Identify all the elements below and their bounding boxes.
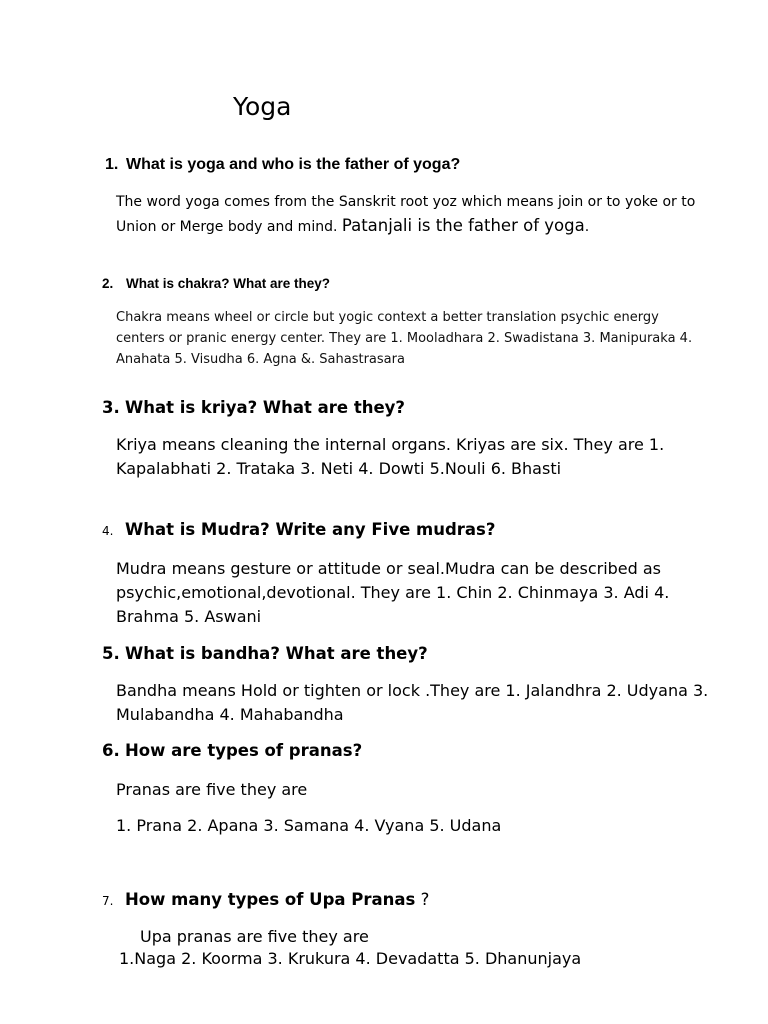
question-3 bbox=[102, 398, 405, 417]
question-number: 6. bbox=[102, 741, 120, 760]
answer-6-line-2: 1. Prana 2. Apana 3. Samana 4. Vyana 5. Udana bbox=[116, 816, 502, 835]
question-number: 7. bbox=[102, 894, 114, 908]
question-number: 3. bbox=[102, 398, 120, 417]
question-text: How many types of Upa Pranas bbox=[125, 890, 416, 909]
question-7 bbox=[102, 890, 429, 909]
answer-5: Bandha means Hold or tighten or lock .They are 1. Jalandhra 2. Udyana 3. Mulabandha 4. Mahabandha bbox=[116, 681, 709, 724]
question-4 bbox=[102, 520, 495, 539]
question-end: ? bbox=[415, 890, 430, 909]
question-number: 2. bbox=[102, 276, 114, 291]
answer-3: Kriya means cleaning the internal organs. Kriyas are six. They are 1. Kapalabhati 2. Trataka 3. Neti 4. Dowti 5.Nouli 6. Bhasti bbox=[116, 435, 665, 478]
answer-7-line-2: 1.Naga 2. Koorma 3. Krukura 4. Devadatta 5. Dhanunjaya bbox=[119, 949, 582, 968]
question-text: What is Mudra? Write any Five mudras? bbox=[125, 520, 496, 539]
question-2 bbox=[102, 276, 330, 291]
answer-end: . bbox=[584, 219, 590, 235]
question-number: 4. bbox=[102, 524, 114, 538]
question-text: How are types of pranas? bbox=[125, 741, 363, 760]
question-text: What is chakra? What are they? bbox=[126, 276, 331, 291]
answer-text: The word yoga comes from the Sanskrit root yoz which means join or to yoke or to Union or Merge body and mind. bbox=[116, 194, 696, 235]
question-text: What is bandha? What are they? bbox=[125, 644, 428, 663]
answer-1 bbox=[116, 191, 706, 239]
answer-2: Chakra means wheel or circle but yogic context a better translation psychic energy centers or pranic energy center. They are 1. Mooladhara 2. Swadistana 3. Manipuraka 4. Anahata 5. Visudha 6. Agna &. Sahastrasara bbox=[116, 310, 693, 367]
answer-6-line-1: Pranas are five they are bbox=[116, 780, 308, 799]
answer-4: Mudra means gesture or attitude or seal.Mudra can be described as psychic,emotional,devotional. They are 1. Chin 2. Chinmaya 3. Adi 4. Brahma 5. Aswani bbox=[116, 559, 670, 626]
question-6 bbox=[102, 741, 362, 760]
page-title: Yoga bbox=[233, 92, 292, 121]
question-number: 1. bbox=[105, 156, 119, 173]
question-5 bbox=[102, 644, 428, 663]
answer-7-line-1: Upa pranas are five they are bbox=[140, 927, 369, 946]
question-number: 5. bbox=[102, 644, 120, 663]
question-1 bbox=[105, 156, 460, 174]
question-text: What is yoga and who is the father of yoga? bbox=[126, 156, 461, 173]
answer-emphasis: Patanjali is the father of yoga bbox=[341, 216, 585, 235]
question-text: What is kriya? What are they? bbox=[125, 398, 405, 417]
